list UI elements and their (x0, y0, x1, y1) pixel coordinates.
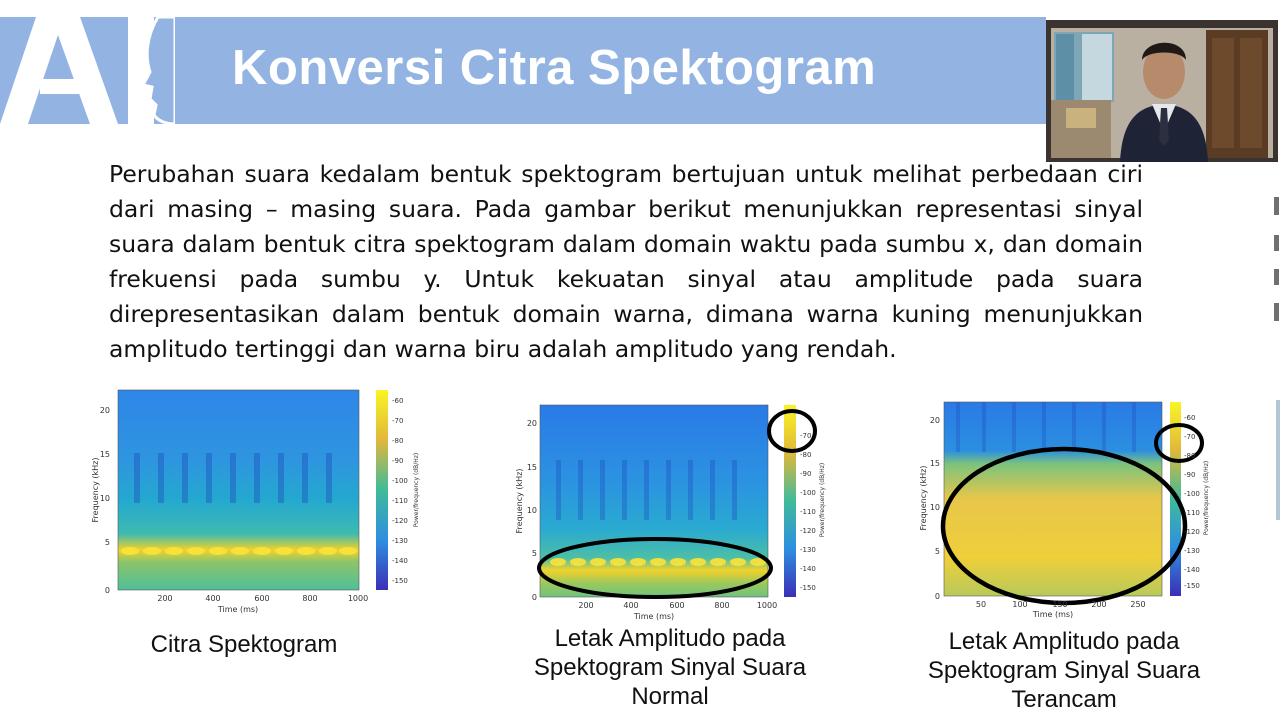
caption-line: Letak Amplitudo pada (554, 625, 786, 652)
colorbar-tick: -60 (392, 397, 404, 405)
high-amplitude-band (550, 558, 766, 566)
y-tick: 0 (934, 592, 940, 601)
colorbar-tick: -110 (1184, 509, 1200, 517)
spectrogram-figure-2 (510, 400, 840, 625)
x-tick: 250 (1130, 600, 1146, 609)
y-tick: 20 (526, 419, 537, 428)
colorbar-tick: -80 (1184, 452, 1196, 460)
spectrogram-image (944, 402, 1162, 596)
y-tick: 0 (531, 593, 537, 602)
caption-line: Spektogram Sinyal Suara (927, 657, 1201, 684)
colorbar-tick: -140 (800, 565, 816, 573)
colorbar-tick: -120 (800, 527, 816, 535)
colorbar (784, 405, 796, 597)
colorbar-tick: -130 (1184, 547, 1200, 555)
x-tick: 150 (1052, 600, 1068, 609)
colorbar-tick: -70 (1184, 433, 1196, 441)
colorbar-tick: -90 (800, 470, 812, 478)
spectrogram-streaks (134, 453, 332, 503)
colorbar-label: Power/frequency (dB/Hz) (413, 452, 420, 528)
x-tick: 800 (302, 594, 318, 603)
caption-line: Letak Amplitudo pada (948, 628, 1180, 655)
figure-2-caption (510, 624, 830, 711)
y-tick: 0 (104, 586, 110, 595)
colorbar-tick: -80 (392, 437, 404, 445)
colorbar-tick: -140 (392, 557, 408, 565)
x-tick: 200 (1091, 600, 1107, 609)
y-tick: 20 (929, 416, 940, 425)
colorbar-tick: -130 (392, 537, 408, 545)
y-tick: 15 (929, 459, 940, 468)
colorbar-tick: -100 (392, 477, 408, 485)
colorbar-tick: -120 (1184, 528, 1200, 536)
x-tick: 800 (714, 601, 730, 610)
y-tick: 10 (526, 506, 537, 515)
x-tick: 1000 (347, 594, 369, 603)
y-axis-label: Frequency (kHz) (919, 465, 928, 531)
colorbar-tick: -140 (1184, 566, 1200, 574)
y-tick: 15 (99, 450, 110, 459)
presenter-video-icon (1046, 20, 1278, 162)
description-paragraph: Perubahan suara kedalam bentuk spektogram bertujuan untuk melihat perbedaan ciri dari masing – masing suara. Pada gambar berikut menunjukkan representasi sinyal suara dalam bentuk citra spektogram dalam domain waktu pada sumbu x, dan domain frekuensi pada sumbu y. Untuk kekuatan sinyal atau amplitude pada suara direpresentasikan dalam bentuk domain warna, dimana warna kuning menunjukkan amplitudo tertinggi dan warna biru adalah amplitudo yang rendah. (109, 160, 1143, 363)
x-tick: 200 (578, 601, 594, 610)
colorbar-tick: -120 (392, 517, 408, 525)
colorbar-tick: -90 (1184, 471, 1196, 479)
x-tick: 1000 (756, 601, 778, 610)
x-tick: 100 (1012, 600, 1028, 609)
x-axis-label: Time (ms) (1032, 610, 1074, 619)
y-axis-label: Frequency (kHz) (515, 468, 524, 534)
colorbar-tick: -70 (800, 432, 812, 440)
colorbar-label: Power/frequency (dB/Hz) (1203, 460, 1210, 536)
spectrogram-image (118, 390, 359, 590)
colorbar-tick: -150 (1184, 582, 1200, 590)
spectrogram-figure-1 (86, 385, 426, 620)
y-tick: 15 (526, 463, 537, 472)
x-tick: 50 (975, 600, 987, 609)
ai-logo (0, 17, 175, 124)
x-tick: 200 (157, 594, 173, 603)
high-amplitude-band (121, 547, 357, 555)
y-axis-label: Frequency (kHz) (91, 457, 100, 523)
x-axis-label: Time (ms) (217, 605, 259, 614)
colorbar-tick: -60 (1184, 414, 1196, 422)
caption-line: Terancam (1011, 686, 1117, 713)
colorbar-tick: -80 (800, 451, 812, 459)
colorbar-tick: -130 (800, 546, 816, 554)
y-tick: 20 (99, 406, 110, 415)
colorbar-tick: -100 (800, 489, 816, 497)
x-tick: 600 (669, 601, 685, 610)
colorbar-tick: -110 (800, 508, 816, 516)
figure-1-caption (104, 630, 384, 659)
colorbar-tick: -150 (392, 577, 408, 585)
y-tick: 10 (99, 494, 110, 503)
colorbar (376, 390, 388, 590)
colorbar-label: Power/frequency (dB/Hz) (819, 462, 826, 538)
next-slide-edge (1268, 195, 1280, 525)
caption-line: Citra Spektogram (150, 631, 338, 658)
presenter-webcam (1046, 20, 1278, 162)
x-tick: 400 (205, 594, 221, 603)
caption-line: Normal (631, 683, 709, 710)
caption-line: Spektogram Sinyal Suara (533, 654, 807, 681)
y-tick: 5 (104, 538, 110, 547)
figure-3-caption (904, 627, 1224, 714)
y-tick: 5 (531, 549, 537, 558)
y-tick: 5 (934, 547, 940, 556)
colorbar-tick: -90 (392, 457, 404, 465)
x-tick: 400 (623, 601, 639, 610)
spectrogram-figure-3 (912, 398, 1232, 623)
colorbar-tick: -150 (800, 584, 816, 592)
colorbar-tick: -70 (392, 417, 404, 425)
x-tick: 600 (254, 594, 270, 603)
x-axis-label: Time (ms) (633, 612, 675, 621)
colorbar-tick: -100 (1184, 490, 1200, 498)
y-tick: 10 (929, 503, 940, 512)
slide-title: Konversi Citra Spektogram (232, 41, 877, 95)
colorbar-tick: -110 (392, 497, 408, 505)
